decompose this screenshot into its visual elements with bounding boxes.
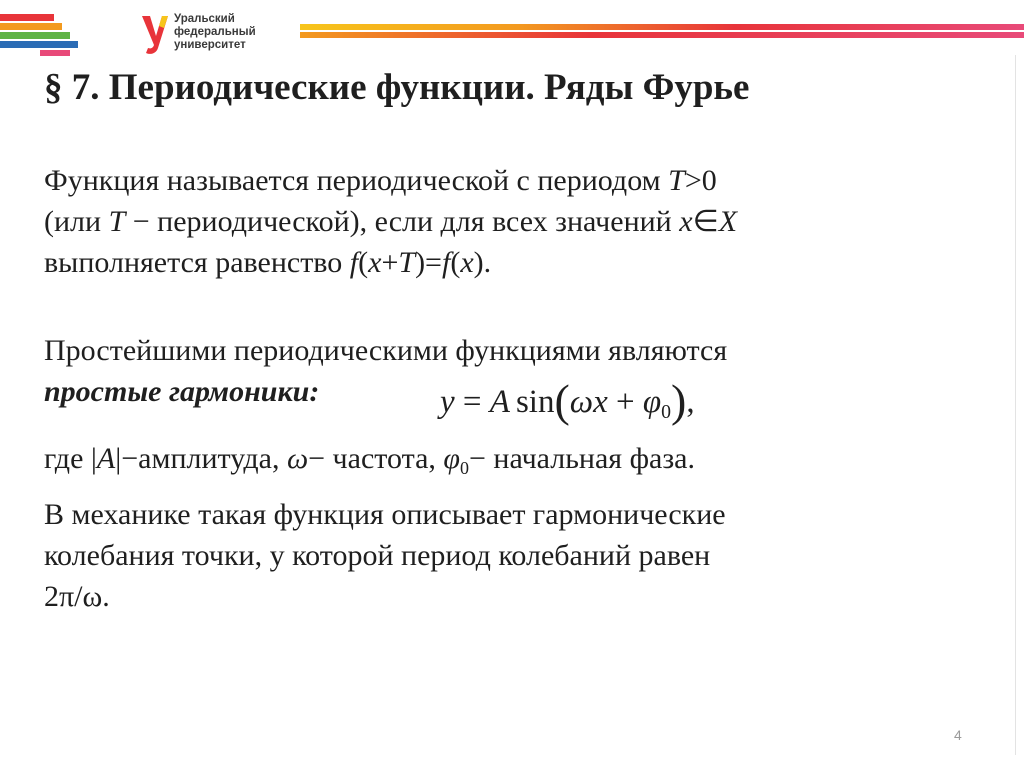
definition-line-1: [44, 160, 737, 201]
mechanics-paragraph: [44, 494, 726, 617]
abs-bar: |: [90, 442, 97, 475]
mechanics-line-1: В механике такая функция описывает гармонические: [44, 498, 726, 531]
text: Функция называется периодической с периодом: [44, 164, 669, 197]
text: где: [44, 442, 91, 475]
header-banner: [0, 0, 1024, 66]
harmonics-line-1: Простейшими периодическими функциями являются: [44, 334, 728, 367]
text: − частота,: [308, 442, 444, 475]
text: (: [450, 246, 461, 279]
stripe-orange: [0, 23, 62, 30]
definition-line-2: [44, 201, 737, 242]
math-x: x: [679, 205, 693, 238]
brand-stripes: [0, 14, 110, 60]
math-T: T: [668, 164, 685, 197]
math-phi: φ: [443, 442, 460, 475]
math-X: X: [718, 205, 738, 238]
text: − начальная фаза.: [469, 442, 695, 475]
abs-bar: |: [115, 442, 122, 475]
text: >0: [684, 164, 717, 197]
slide-title: § 7. Периодические функции. Ряды Фурье: [44, 67, 750, 108]
mechanics-line-3: 2π/ω.: [44, 580, 110, 613]
stripe-blue: [0, 41, 78, 48]
text: ).: [473, 246, 492, 279]
mechanics-line-2: колебания точки, у которой период колебаний равен: [44, 539, 711, 572]
logo-line-3: университет: [174, 39, 246, 51]
harmonic-formula: [440, 374, 695, 427]
harmonics-line-2: простые гармоники:: [44, 375, 320, 408]
math-x: x: [368, 246, 382, 279]
text: +: [381, 246, 399, 279]
math-in: ∈: [692, 205, 719, 238]
formula-rparen: ): [671, 375, 687, 426]
math-A: A: [96, 442, 116, 475]
math-T: T: [108, 205, 126, 238]
text: выполняется равенство: [44, 246, 350, 279]
math-T: T: [398, 246, 416, 279]
math-phi-sub: 0: [460, 458, 469, 478]
text: −амплитуда,: [121, 442, 287, 475]
math-f: f: [349, 246, 359, 279]
definition-line-3: [44, 242, 737, 283]
text: (: [358, 246, 369, 279]
stripe-green: [0, 32, 70, 39]
formula-phi: φ: [642, 384, 662, 420]
text: )=: [415, 246, 442, 279]
university-name: [174, 13, 256, 52]
formula-A: A: [489, 384, 510, 420]
text: − периодической), если для всех значений: [125, 205, 680, 238]
formula-y: y: [440, 384, 455, 420]
math-x: x: [460, 246, 474, 279]
right-divider: [1015, 55, 1016, 755]
amplitude-line: [44, 438, 695, 489]
logo-line-1: Уральский: [174, 13, 235, 25]
formula-comma: ,: [686, 384, 695, 420]
header-color-bar: [300, 24, 1024, 44]
urfu-logo-icon: [140, 14, 170, 56]
formula-lparen: (: [554, 375, 570, 426]
text: (или: [44, 205, 109, 238]
math-omega: ω: [286, 442, 309, 475]
formula-phi-sub: 0: [661, 401, 672, 423]
formula-plus: +: [607, 384, 643, 420]
formula-eq: =: [454, 384, 490, 420]
stripe-red: [0, 14, 54, 21]
formula-omega-x: ωx: [569, 384, 608, 420]
logo-line-2: федеральный: [174, 26, 256, 38]
math-f: f: [441, 246, 451, 279]
formula-sin: sin: [515, 384, 555, 420]
page-number: 4: [954, 727, 962, 743]
stripe-pink: [40, 50, 70, 56]
definition-paragraph: [44, 160, 737, 283]
